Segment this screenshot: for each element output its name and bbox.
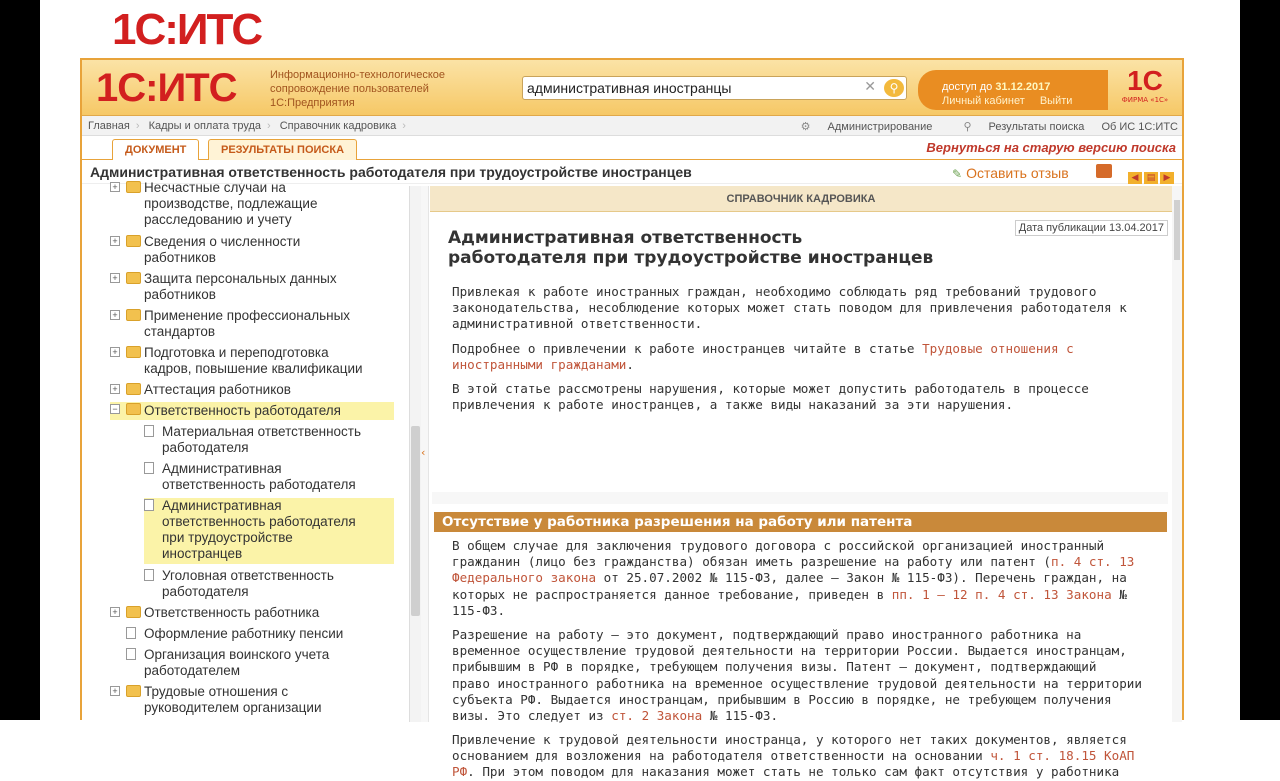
text-line: законодательства, несоблюдение которых может стать поводом для привлечения работодателя к: [452, 300, 1127, 316]
tree-item-label: [162, 498, 356, 562]
letterbox-right: [1240, 0, 1280, 720]
folder-icon: [126, 235, 141, 247]
law-link[interactable]: ч. 1 ст. 18.15 КоАП: [990, 748, 1135, 764]
tree-item-label: Аттестация работников: [144, 382, 291, 397]
prev-arrow-icon[interactable]: ◀: [1128, 172, 1142, 184]
tree-item-military[interactable]: [126, 647, 396, 681]
text-span: визы. Это следует из: [452, 708, 612, 724]
text-line: 115-ФЗ.: [452, 602, 506, 618]
breadcrumb-separator: ›: [135, 120, 140, 132]
tree-line: ответственность работодателя: [162, 477, 356, 492]
tree-item-criminal[interactable]: [144, 568, 394, 602]
tree-item-employee-liability[interactable]: [110, 605, 390, 623]
search-results-label: Результаты поиска: [988, 121, 1085, 133]
paragraph-permit: [452, 538, 1152, 619]
law-link[interactable]: п. 4 ст. 13: [1050, 554, 1135, 570]
expand-icon[interactable]: +: [110, 273, 120, 283]
text-line: временное осуществление трудовой деятельности на территории России. Выдается иностранцам,: [452, 643, 1127, 659]
text-span: № 115-ФЗ.: [702, 708, 779, 724]
breadcrumb-separator: ›: [402, 120, 406, 132]
breadcrumb-handbook[interactable]: Справочник кадровика: [279, 120, 397, 132]
tree-line: Несчастные случаи на: [144, 180, 286, 195]
tree-item-label: [144, 345, 363, 377]
tree-line: работодателя: [162, 584, 249, 599]
text-line: В этой статье рассмотрены нарушения, которые может допустить работодатель в процессе: [452, 381, 1089, 396]
tree-item-administrative-foreigners[interactable]: [144, 498, 394, 564]
tree-line: Сведения о численности: [144, 234, 301, 249]
promo-logo: [112, 2, 261, 58]
article-link[interactable]: Трудовые отношения с: [922, 341, 1074, 356]
tree-item-administrative[interactable]: [144, 461, 394, 495]
text-span: . При этом поводом для наказания может стать не только сам факт отсутствия у работника: [467, 764, 1120, 780]
page-title: Административная ответственность работодателя при трудоустройстве иностранцев: [90, 164, 692, 180]
tree-line: работодателем: [144, 663, 241, 678]
text-line: [452, 764, 1152, 780]
paragraph-definition: [452, 627, 1152, 724]
tree-line: стандартов: [144, 324, 216, 339]
text-line: [452, 708, 1152, 724]
tree-item-label: Ответственность работодателя: [144, 403, 341, 418]
sidebar-tree: [82, 180, 408, 722]
article-heading: [448, 228, 1008, 268]
search-icon[interactable]: ⚲: [884, 79, 904, 97]
text-line: привлечения к работе иностранцев, а также виды наказаний за эти нарушения.: [452, 397, 1014, 413]
text-line: [452, 357, 1152, 373]
tree-line: ответственность работодателя: [162, 514, 356, 529]
its-logo[interactable]: 1С:ИТС: [96, 66, 237, 110]
document-icon: [126, 627, 136, 639]
text-span: которых не распространяется данное требование, приведен в: [452, 586, 892, 602]
breadcrumb-hr[interactable]: Кадры и оплата труда: [148, 120, 261, 132]
search-results-link[interactable]: [949, 121, 1084, 133]
firm-logo: [1114, 66, 1176, 108]
text-span: от 25.07.2002 № 115-ФЗ, далее – Закон № 115-ФЗ). Перечень граждан, на: [596, 570, 1127, 586]
folder-icon: [126, 272, 141, 284]
section-title: Отсутствие у работника разрешения на работу или патента: [434, 512, 1167, 532]
tree-line: Организация воинского учета: [144, 647, 330, 662]
document-icon: [144, 569, 154, 581]
folder-icon: [126, 685, 141, 697]
tree-line: иностранцев: [162, 546, 243, 561]
tree-item-headcount[interactable]: [110, 234, 390, 268]
admin-link[interactable]: [787, 121, 933, 133]
tree-line: расследованию и учету: [144, 212, 292, 227]
text-line: Разрешение на работу – это документ, подтверждающий право иностранного работника на: [452, 627, 1082, 642]
tree-item-pension[interactable]: [126, 626, 396, 644]
header: [82, 60, 1182, 116]
tree-item-label: [144, 180, 317, 228]
search-box: [522, 76, 907, 100]
text-span: основанием для возложения на работодателя ответственности на основании: [452, 748, 991, 764]
tree-item-label: [162, 461, 356, 493]
text-line: Привлечение к трудовой деятельности иностранца, у которого нет таких документов, является: [452, 732, 1127, 747]
panel-splitter[interactable]: [421, 186, 429, 722]
text-line: право иностранного работника на временное осуществление трудовой деятельности на территории: [452, 675, 1142, 691]
expand-icon[interactable]: +: [110, 607, 120, 617]
document-icon: [144, 425, 154, 437]
letterbox-left: [0, 0, 40, 720]
folder-icon: [126, 181, 141, 193]
tree-item-employer-liability[interactable]: [110, 402, 394, 420]
expand-icon[interactable]: +: [110, 686, 120, 696]
text-line: [452, 748, 1152, 764]
expand-icon[interactable]: +: [110, 347, 120, 357]
heading-line: работодателя при трудоустройстве иностранцев: [448, 248, 934, 268]
expand-icon[interactable]: +: [110, 384, 120, 394]
magnifier-icon: ⚲: [963, 121, 972, 133]
clear-icon[interactable]: ✕: [864, 79, 876, 95]
text-line: [452, 554, 1152, 570]
text-line: [452, 341, 1152, 357]
tree-line: работодателя: [162, 440, 249, 455]
tree-line: руководителем организации: [144, 700, 322, 715]
feedback-link[interactable]: [952, 165, 1069, 181]
next-arrow-icon[interactable]: ▶: [1160, 172, 1174, 184]
logout-link[interactable]: Выйти: [1039, 95, 1073, 107]
access-panel: [918, 70, 1108, 110]
header-tagline: [270, 68, 445, 110]
tree-item-director-relations[interactable]: [110, 684, 390, 718]
tab-document[interactable]: ДОКУМЕНТ: [112, 139, 199, 161]
tagline-line: Информационно-технологическое: [270, 69, 446, 81]
search-input[interactable]: [523, 77, 858, 99]
collapse-arrow-icon[interactable]: ‹: [421, 446, 426, 459]
tree-line: работников: [144, 287, 216, 302]
breadcrumb-right: [773, 120, 1178, 133]
folder-icon: [126, 309, 141, 321]
sidebar-scroll-thumb[interactable]: [411, 426, 420, 616]
tree-line: Уголовная ответственность: [162, 568, 334, 583]
text-line: прибывшим в РФ в порядке, требующем получения визы. Патент – документ, подтверждающий: [452, 659, 1097, 675]
tree-item-label: [144, 684, 322, 716]
document-icon: [144, 499, 154, 511]
heading-line: Административная ответственность: [448, 228, 803, 248]
expand-icon[interactable]: +: [110, 182, 120, 192]
law-link[interactable]: Федерального закона: [452, 570, 597, 586]
tree-line: при трудоустройстве: [162, 530, 293, 545]
tree-item-attestation[interactable]: [110, 382, 390, 400]
folder-icon: [126, 606, 141, 618]
paragraph-scope: [452, 381, 1152, 413]
text-span: №: [1111, 586, 1127, 602]
folder-icon: [126, 383, 141, 395]
tree-item-label: [144, 271, 337, 303]
doc-nav: [1128, 165, 1176, 184]
tree-item-label: [144, 647, 329, 679]
text-line: Привлекая к работе иностранных граждан, необходимо соблюдать ряд требований трудового: [452, 284, 1097, 299]
tree-line: Трудовые отношения с: [144, 684, 289, 699]
print-icon[interactable]: [1096, 164, 1112, 178]
promo-logo-text: 1С:ИТС: [112, 5, 262, 54]
access-date: 31.12.2017: [995, 81, 1051, 93]
breadcrumb-separator: ›: [267, 120, 271, 132]
text-line: субъекта РФ. Выдается иностранцам, прибывшим в Россию в порядке, не требующем получения: [452, 691, 1112, 707]
old-version-link[interactable]: Вернуться на старую версию поиска: [926, 140, 1176, 155]
breadcrumb-items: [88, 120, 412, 132]
about-link[interactable]: Об ИС 1С:ИТС: [1101, 121, 1178, 133]
tree-item-material[interactable]: [144, 424, 394, 458]
text-line: административной ответственности.: [452, 316, 703, 332]
access-line: [942, 80, 1108, 94]
access-label: доступ до: [942, 81, 993, 93]
text-line: [452, 570, 1152, 586]
document-icon: [144, 462, 154, 474]
tree-line: Применение профессиональных: [144, 308, 351, 323]
article-link[interactable]: иностранными гражданами: [452, 357, 627, 373]
divider: [432, 492, 1168, 504]
collapse-icon[interactable]: −: [110, 404, 120, 414]
section-label: СПРАВОЧНИК КАДРОВИКА: [430, 186, 1172, 212]
tree-item-label: [144, 234, 300, 266]
firm-logo-text: 1С: [1127, 65, 1163, 96]
tab-search-results[interactable]: РЕЗУЛЬТАТЫ ПОИСКА: [208, 139, 357, 160]
tree-line: кадров, повышение квалификации: [144, 361, 363, 376]
folder-open-icon: [126, 403, 141, 415]
breadcrumb: [82, 116, 1182, 136]
paragraph-more: [452, 341, 1152, 373]
expand-icon[interactable]: +: [110, 310, 120, 320]
document-content: [430, 186, 1172, 780]
admin-label: Администрирование: [827, 121, 933, 133]
tree-line: Защита персональных данных: [144, 271, 337, 286]
folder-icon: [126, 346, 141, 358]
tree-item-label: [162, 568, 334, 600]
tab-bar: [82, 136, 1182, 160]
app-window: [80, 58, 1184, 780]
tree-item-label: Ответственность работника: [144, 605, 320, 620]
tree-line: Административная: [162, 461, 282, 476]
pencil-icon: ✎: [952, 167, 963, 181]
firm-logo-caption: ФИРМА «1С»: [1121, 96, 1169, 104]
tree-line: Материальная ответственность: [162, 424, 361, 439]
cabinet-link[interactable]: Личный кабинет: [942, 95, 1025, 107]
law-link[interactable]: пп. 1 – 12 п. 4 ст. 13 Закона: [891, 586, 1112, 602]
tree-line: работников: [144, 250, 216, 265]
text-line: [452, 587, 1152, 603]
sidebar-scrollbar[interactable]: [409, 186, 421, 722]
tree-item-label: Оформление работнику пенсии: [144, 626, 344, 641]
tagline-line: 1С:Предприятия: [270, 97, 355, 109]
content-scrollbar[interactable]: [1172, 186, 1182, 722]
tree-item-label: [162, 424, 361, 456]
tree-item-standards[interactable]: [110, 308, 390, 342]
paragraph-intro: [452, 284, 1152, 333]
document-icon: [126, 648, 136, 660]
tree-line: производстве, подлежащие: [144, 196, 318, 211]
text-span: гражданин (лицо без гражданства) обязан иметь разрешение на работу или патент (: [452, 554, 1051, 570]
tree-item-accidents[interactable]: [110, 180, 390, 230]
tree-line: Административная: [162, 498, 282, 513]
gear-icon: ⚙: [800, 121, 811, 133]
expand-icon[interactable]: +: [110, 236, 120, 246]
tagline-line: сопровождение пользователей: [270, 83, 429, 95]
publication-date: Дата публикации 13.04.2017: [1015, 220, 1168, 236]
law-link[interactable]: ст. 2 Закона: [611, 708, 703, 724]
content-scroll-thumb[interactable]: [1174, 200, 1180, 260]
tree-item-label: [144, 308, 350, 340]
text-span: .: [626, 357, 634, 373]
text-span: Подробнее о привлечении к работе иностранцев читайте в статье: [452, 341, 923, 356]
text-line: В общем случае для заключения трудового договора с российской организацией иностранный: [452, 538, 1105, 553]
account-links: [942, 94, 1108, 108]
tree-item-training[interactable]: [110, 345, 400, 379]
tree-line: Подготовка и переподготовка: [144, 345, 329, 360]
doc-menu-icon[interactable]: ▤: [1144, 172, 1158, 184]
breadcrumb-home[interactable]: Главная: [88, 120, 130, 132]
feedback-label: Оставить отзыв: [966, 165, 1069, 181]
paragraph-liability: [452, 732, 1152, 781]
law-link[interactable]: РФ: [452, 764, 468, 780]
tree-item-personal-data[interactable]: [110, 271, 390, 305]
